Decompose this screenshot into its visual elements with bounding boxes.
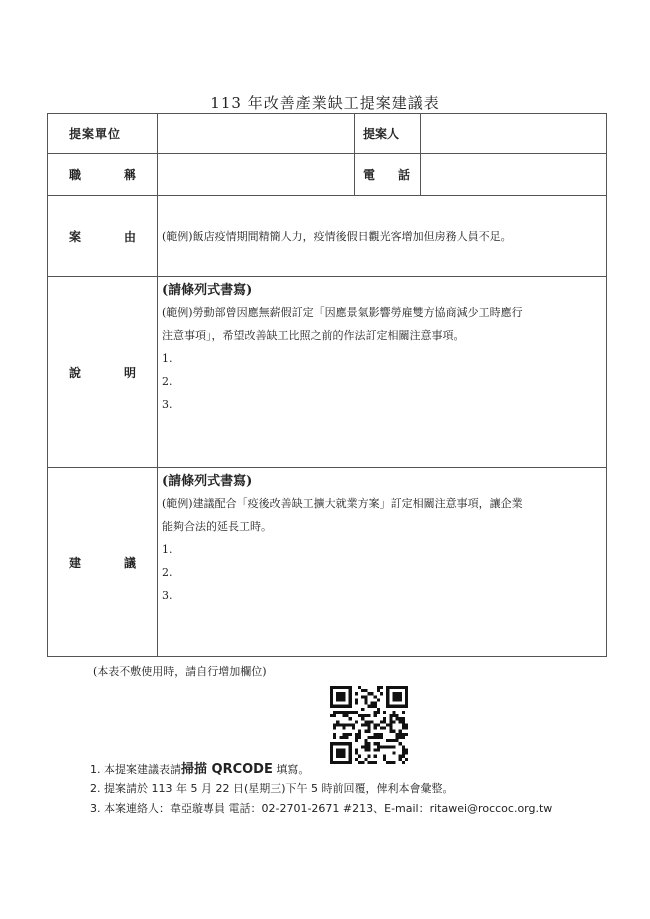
explain-item-3: 3. [162,398,173,411]
qr-code[interactable] [330,686,408,764]
explain-line: 注意事項」，希望改善缺工比照之前的作法訂定相關注意事項。 [162,329,465,342]
footnote: (本表不敷使用時，請自行增加欄位) [93,665,267,678]
suggest-value-cell[interactable] [158,468,607,657]
reason-label-1: 案 [69,229,83,244]
explain-label-1: 說 [69,365,83,380]
proposal-table [47,113,607,657]
suggest-label-1: 建 [69,555,83,570]
explain-heading: (請條列式書寫) [162,283,253,298]
phone-label-1: 電 [363,168,376,182]
suggest-item-2: 2. [162,566,173,579]
explain-line: (範例)勞動部曾因應無薪假訂定「因應景氣影響勞雇雙方協商減少工時應行 [162,306,523,319]
reason-label-cell [48,196,158,277]
form-title: 113 年改善產業缺工提案建議表 [210,94,440,112]
suggest-label-2: 議 [123,555,137,570]
instruction-3: 3. 本案連絡人：韋亞璇專員 電話：02-2701-2671 #213、E-mail：ritawei@roccoc.org.tw [90,802,553,815]
suggest-item-1: 1. [162,543,173,556]
instruction-1-emph: 掃描 QRCODE [181,762,273,777]
row-suggest [48,468,607,657]
reason-value-cell[interactable] [158,196,607,277]
suggest-line: (範例)建議配合「疫後改善缺工擴大就業方案」訂定相關注意事項，讓企業 [162,497,523,510]
phone-label-cell [355,154,421,196]
row-reason [48,196,607,277]
proposer-value-cell[interactable] [421,114,607,154]
row-explain [48,277,607,468]
row-position [48,154,607,196]
phone-value-cell[interactable] [421,154,607,196]
instruction-1 [90,758,309,777]
position-label-1: 職 [69,168,83,182]
suggest-item-3: 3. [162,589,173,602]
unit-label: 提案單位 [69,127,122,141]
suggest-line: 能夠合法的延長工時。 [162,520,272,533]
suggest-label-cell [48,468,158,657]
unit-value-cell[interactable] [158,114,355,154]
instruction-1-prefix: 1. 本提案建議表請 [90,763,181,776]
reason-text: (範例)飯店疫情期間精簡人力，疫情後假日觀光客增加但房務人員不足。 [162,229,512,243]
suggest-heading: (請條列式書寫) [162,474,253,489]
instruction-2: 2. 提案請於 113 年 5 月 22 日(星期三)下午 5 時前回覆，俾利本會彙整。 [90,782,454,795]
unit-label-cell [48,114,158,154]
instruction-1-suffix: 填寫。 [272,763,310,776]
proposer-label: 提案人 [363,127,400,141]
position-value-cell[interactable] [158,154,355,196]
phone-label-2: 話 [397,168,410,182]
position-label-cell [48,154,158,196]
explain-label-2: 明 [123,365,137,380]
proposer-label-cell [355,114,421,154]
position-label-2: 稱 [123,168,137,182]
explain-value-cell[interactable] [158,277,607,468]
explain-label-cell [48,277,158,468]
reason-label-2: 由 [123,229,137,244]
row-unit [48,114,607,154]
explain-item-1: 1. [162,352,173,365]
explain-item-2: 2. [162,375,173,388]
